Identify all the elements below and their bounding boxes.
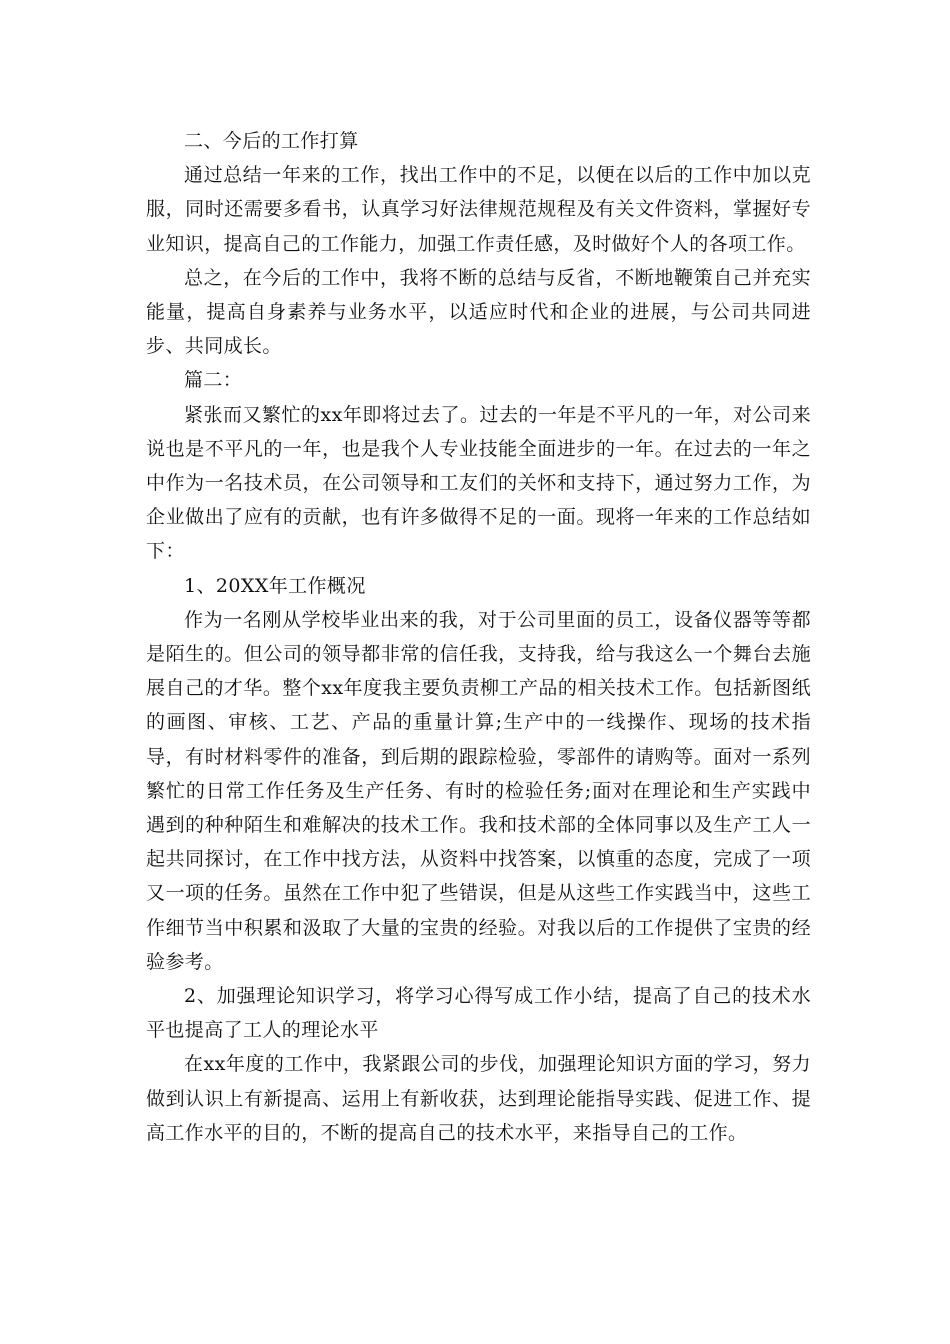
paragraph: 总之，在今后的工作中，我将不断的总结与反省，不断地鞭策自己并充实能量，提高自身素养与业务水平，以适应时代和企业的进展，与公司共同进步、共同成长。 [146, 266, 811, 358]
paragraph: 紧张而又繁忙的xx年即将过去了。过去的一年是不平凡的一年，对公司来说也是不平凡的一年，也是我个人专业技能全面进步的一年。在过去的一年之中作为一名技术员，在公司领导和工友们的关怀和支持下，通过努力工作，为企业做出了应有的贡献，也有许多做得不足的一面。现将一年来的工作总结如下： [146, 403, 811, 563]
paragraph: 作为一名刚从学校毕业出来的我，对于公司里面的员工，设备仪器等等都是陌生的。但公司的领导都非常的信任我，支持我，给与我这么一个舞台去施展自己的才华。整个xx年度我主要负责柳工产品的相关技术工作。包括新图纸的画图、审核、工艺、产品的重量计算;生产中的一线操作、现场的技术指导，有时材料零件的准备，到后期的跟踪检验，零部件的请购等。面对一系列繁忙的日常工作任务及生产任务、有时的检验任务;面对在理论和生产实践中遇到的种种陌生和难解决的技术工作。我和技术部的全体同事以及生产工人一起共同探讨，在工作中找方法，从资料中找答案，以慎重的态度，完成了一项又一项的任务。虽然在工作中犯了些错误，但是从这些工作实践当中，这些工作细节当中积累和汲取了大量的宝贵的经验。对我以后的工作提供了宝贵的经验参考。 [146, 608, 811, 973]
paragraph: 通过总结一年来的工作，找出工作中的不足，以便在以后的工作中加以克服，同时还需要多看书，认真学习好法律规范规程及有关文件资料，掌握好专业知识，提高自己的工作能力，加强工作责任感，及时做好个人的各项工作。 [146, 164, 811, 255]
section-heading-work-overview: 1、20XX年工作概况 [184, 574, 366, 597]
section-heading-theory-study: 2、加强理论知识学习，将学习心得写成工作小结，提高了自己的技术水平也提高了工人的理论水平 [146, 985, 811, 1042]
chapter-heading-part-two: 篇二： [184, 369, 243, 392]
document-body [146, 124, 811, 1150]
paragraph: 在xx年度的工作中，我紧跟公司的步伐，加强理论知识方面的学习，努力做到认识上有新提高、运用上有新收获，达到理论能指导实践、促进工作、提高工作水平的目的，不断的提高自己的技术水平，来指导自己的工作。 [146, 1053, 811, 1144]
section-heading-future-plans: 二、今后的工作打算 [184, 130, 359, 152]
